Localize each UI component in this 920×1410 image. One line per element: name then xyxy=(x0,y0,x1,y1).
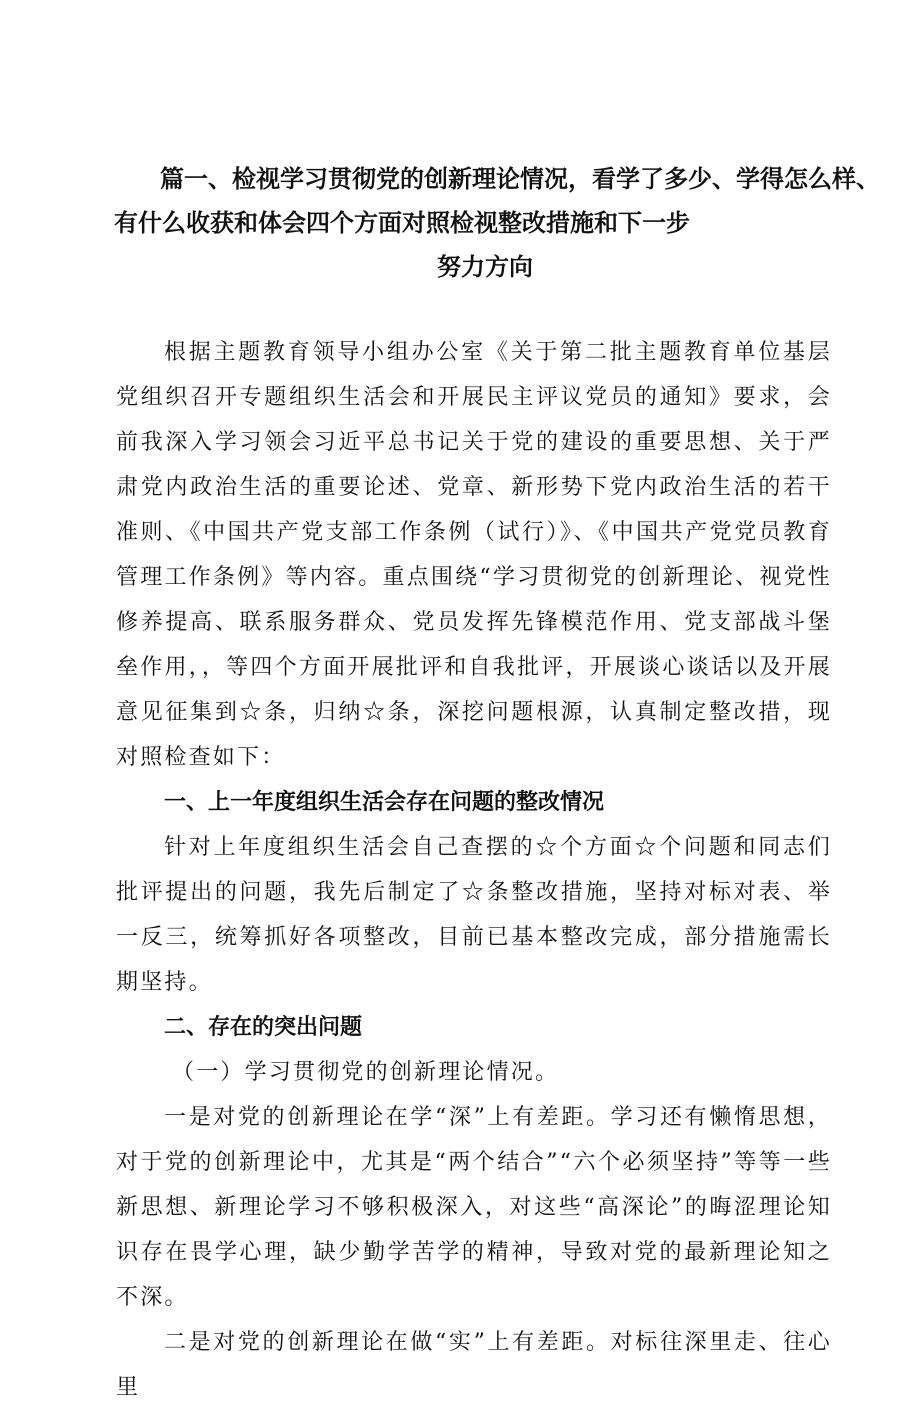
point-2-paragraph: 二是对党的创新理论在做“实”上有差距。对标往深里走、往心里 xyxy=(116,1330,832,1400)
section-2-heading: 二、存在的突出问题 xyxy=(164,1015,363,1040)
title-line-3: 努力方向 xyxy=(437,253,533,281)
section-1-paragraph: 针对上年度组织生活会自己查摆的☆个方面☆个问题和同志们批评提出的问题，我先后制定了☆条整改措施，坚持对标对表、举一反三，统筹抓好各项整改，目前已基本整改完成，部分措施需长期坚持。 xyxy=(116,835,832,995)
section-1-heading: 一、上一年度组织生活会存在问题的整改情况 xyxy=(164,790,605,815)
point-1-paragraph: 一是对党的创新理论在学“深”上有差距。学习还有懒惰思想，对于党的创新理论中，尤其是“两个结合”“六个必须坚持”等等一些新思想、新理论学习不够积极深入，对这些“高深论”的晦涩理论知识存在畏学心理，缺少勤学苦学的精神，导致对党的最新理论知之不深。 xyxy=(116,1105,832,1310)
intro-paragraph: 根据主题教育领导小组办公室《关于第二批主题教育单位基层党组织召开专题组织生活会和开展民主评议党员的通知》要求，会前我深入学习领会习近平总书记关于党的建设的重要思想、关于严肃党内政治生活的重要论述、党章、新形势下党内政治生活的若干准则、《中国共产党支部工作条例（试行）》、《中国共产党党员教育管理工作条例》等内容。重点围绕“学习贯彻党的创新理论、视党性修养提高、联系服务群众、党员发挥先锋模范作用、党支部战斗堡垒作用，，等四个方面开展批评和自我批评，开展谈心谈话以及开展意见征集到☆条，归纳☆条，深挖问题根源，认真制定整改措，现对照检查如下： xyxy=(116,340,832,770)
document-title xyxy=(110,157,880,289)
document-body xyxy=(116,330,832,1410)
title-line-1: 篇一、检视学习贯彻党的创新理论情况，看学了多少、学得怎么样、 xyxy=(160,165,880,193)
subsection-1-heading: （一）学习贯彻党的创新理论情况。 xyxy=(172,1060,560,1085)
title-line-2: 有什么收获和体会四个方面对照检视整改措施和下一步 xyxy=(114,209,690,237)
